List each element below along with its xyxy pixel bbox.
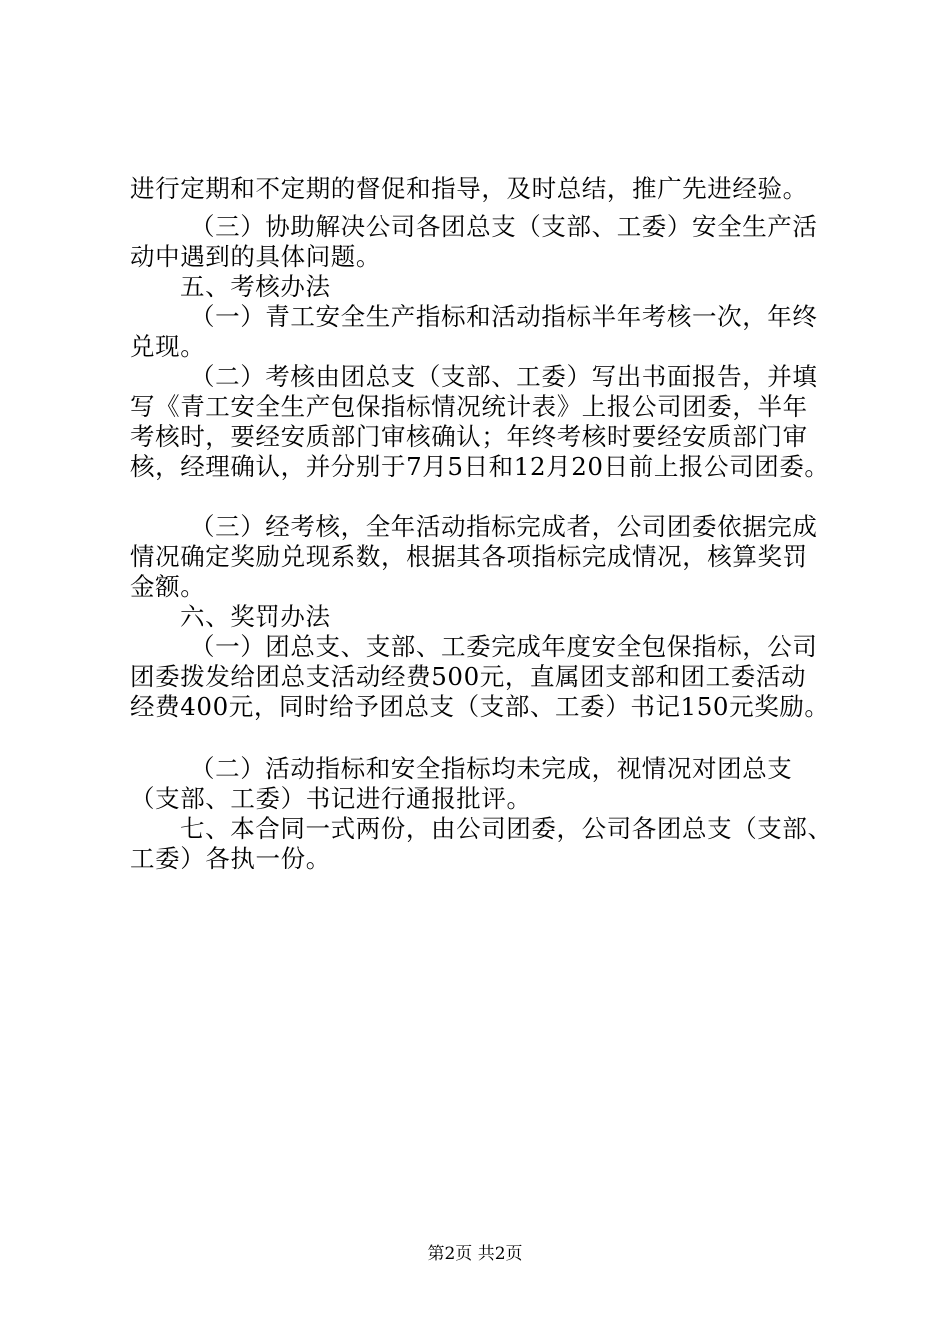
text-line: （一）团总支、支部、工委完成年度安全包保指标，公司 [190,632,818,661]
text-line: （支部、工委）书记进行通报批评。 [130,784,532,813]
section-heading: 六、奖罚办法 [180,602,331,631]
text-line: （三）协助解决公司各团总支（支部、工委）安全生产活 [190,212,818,241]
text-line: 动中遇到的具体问题。 [130,242,381,271]
text-line: 考核时，要经安质部门审核确认；年终考核时要经安质部门审 [130,422,808,451]
text-line: 金额。 [130,572,206,601]
page-number-footer: 第2页 共2页 [427,1244,523,1264]
text-line: （二）活动指标和安全指标均未完成，视情况对团总支 [190,754,793,783]
text-line: 情况确定奖励兑现系数，根据其各项指标完成情况，核算奖罚 [130,542,808,571]
text-line: 七、本合同一式两份，由公司团委，公司各团总支（支部、 [180,814,833,843]
text-line: 核，经理确认，并分别于7月5日和12月20日前上报公司团委。 [130,452,830,481]
text-line: 团委拨发给团总支活动经费500元，直属团支部和团工委活动 [130,662,807,691]
text-line: （三）经考核，全年活动指标完成者，公司团委依据完成 [190,512,818,541]
text-line: 写《青工安全生产包保指标情况统计表》上报公司团委，半年 [130,392,808,421]
text-line: 工委）各执一份。 [130,844,331,873]
text-line: 兑现。 [130,332,206,361]
text-line: 经费400元，同时给予团总支（支部、工委）书记150元奖励。 [130,692,830,721]
text-line: （二）考核由团总支（支部、工委）写出书面报告，并填 [190,362,818,391]
text-line: （一）青工安全生产指标和活动指标半年考核一次，年终 [190,302,818,331]
text-line: 进行定期和不定期的督促和指导，及时总结，推广先进经验。 [130,174,808,203]
section-heading: 五、考核办法 [180,272,331,301]
